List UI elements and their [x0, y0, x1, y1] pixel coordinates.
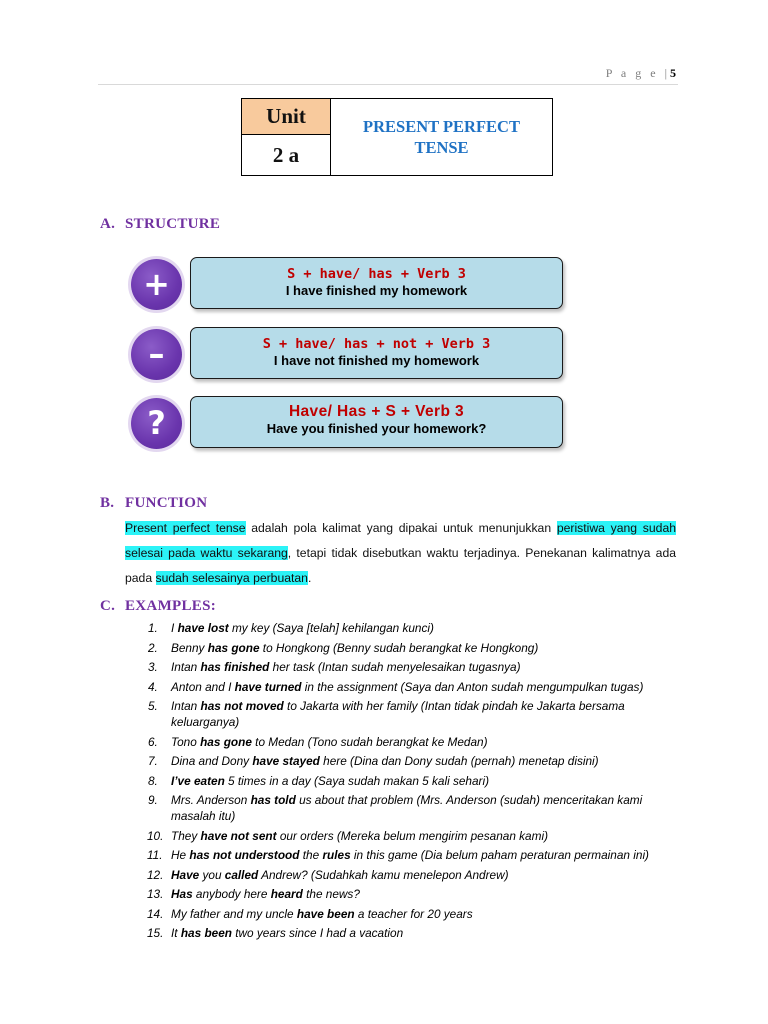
list-item [125, 886, 680, 902]
item-number: 8. [148, 773, 158, 788]
item-text: her task (Intan sudah menyelesaikan tugasnya) [269, 660, 521, 674]
section-letter: A. [100, 216, 116, 232]
verb-phrase: has been [180, 926, 232, 940]
verb-phrase: have stayed [252, 754, 320, 768]
verb-phrase: has not understood [189, 848, 300, 862]
page-number-label [606, 66, 676, 81]
unit-label: Unit [242, 99, 331, 135]
unit-number: 2 a [242, 135, 331, 176]
highlight-term: Present perfect tense [125, 521, 246, 535]
item-text: a teacher for 20 years [354, 906, 473, 921]
verb-phrase: Have [171, 867, 200, 882]
item-number: 5. [148, 699, 158, 713]
structure-box-question [190, 396, 563, 448]
item-text: in the assignment (Saya dan Anton sudah mengumpulkan tugas) [301, 679, 644, 694]
verb-phrase: has gone [200, 734, 252, 749]
structure-box-positive [190, 257, 563, 309]
item-text: to Hongkong (Benny sudah berangkat ke Hongkong) [259, 640, 539, 655]
page-number: 5 [670, 66, 676, 80]
list-item [125, 925, 680, 941]
item-text: to Medan (Tono sudah berangkat ke Medan) [251, 734, 488, 749]
question-symbol: ? [147, 404, 166, 442]
item-text: Anton and I [171, 679, 235, 694]
list-item [125, 792, 680, 824]
minus-symbol: – [148, 335, 165, 373]
item-text: 5 times in a day (Saya sudah makan 5 kali sehari) [224, 773, 490, 788]
list-item [125, 847, 680, 863]
function-text: adalah pola kalimat yang dipakai untuk menunjukkan [245, 521, 557, 535]
verb-phrase: I’ve eaten [171, 773, 225, 788]
structure-formula: Have/ Has + S + Verb 3 [288, 403, 465, 420]
section-heading-function [100, 495, 207, 512]
structure-box-negative [190, 327, 563, 379]
bold-word: called [224, 867, 259, 882]
section-letter: C. [100, 598, 116, 614]
structure-example: I have finished my homework [285, 283, 468, 298]
list-item [125, 698, 680, 730]
function-text: , tetapi tidak disebutkan waktu terjadinya. Penekanan kalimatnya ada pada [125, 546, 676, 585]
item-number: 2. [148, 640, 158, 655]
verb-phrase: have not sent [200, 828, 277, 843]
structure-row-question [131, 396, 563, 450]
unit-topic-title [331, 99, 553, 176]
list-item [125, 659, 680, 675]
item-text: He [171, 848, 190, 862]
list-item [125, 620, 680, 636]
section-letter: B. [100, 495, 115, 511]
item-text: My father and my uncle [171, 906, 297, 921]
item-text: Intan [171, 660, 201, 674]
item-text: in this game (Dia belum paham peraturan permainan ini) [350, 848, 649, 862]
list-item [125, 679, 680, 695]
item-text: my key (Saya [telah] kehilangan kunci) [228, 621, 434, 635]
item-number: 7. [148, 754, 158, 768]
list-item [125, 753, 680, 769]
bold-word: heard [270, 887, 303, 901]
list-item [125, 734, 680, 750]
verb-phrase: has told [250, 793, 296, 807]
item-text: I [171, 621, 178, 635]
list-item [125, 640, 680, 656]
item-number: 11. [147, 848, 163, 862]
question-icon [131, 398, 182, 449]
item-text: Tono [171, 734, 201, 749]
item-text: Mrs. Anderson [171, 793, 251, 807]
plus-symbol: + [143, 265, 170, 303]
item-number: 10. [147, 828, 164, 843]
page-header [98, 64, 678, 85]
list-item [125, 906, 680, 922]
list-item [125, 828, 680, 844]
verb-phrase: have been [296, 906, 355, 921]
item-number: 15. [147, 926, 164, 940]
item-text: Intan [171, 699, 201, 713]
list-item [125, 867, 680, 883]
plus-icon [131, 259, 182, 310]
minus-icon [131, 329, 182, 380]
highlight-emphasis: sudah selesainya perbuatan [155, 571, 308, 585]
verb-phrase: has gone [207, 640, 260, 655]
structure-row-positive [131, 257, 563, 311]
function-text: . [307, 571, 312, 585]
list-item [125, 773, 680, 789]
item-text: anybody here [192, 887, 271, 901]
item-text: our orders (Mereka belum mengirim pesanan kami) [276, 828, 548, 843]
section-heading-examples [100, 598, 216, 615]
item-text: two years since I had a vacation [231, 926, 404, 940]
item-number: 12. [147, 867, 164, 882]
item-text: Benny [171, 640, 208, 655]
unit-title-box [241, 98, 553, 176]
item-text: Andrew? (Sudahkah kamu menelepon Andrew) [258, 867, 509, 882]
item-text: to Jakarta with her family (Intan tidak pindah ke Jakarta bersama keluarganya) [171, 699, 625, 729]
item-text: the news? [302, 887, 360, 901]
structure-formula: S + have/ has + not + Verb 3 [262, 336, 491, 352]
unit-topic-line2: TENSE [414, 138, 469, 157]
page-label: P a g e | [605, 66, 670, 80]
item-number: 9. [148, 793, 158, 807]
item-text: you [199, 867, 225, 882]
verb-phrase: have turned [234, 679, 302, 694]
item-text: Dina and Dony [171, 754, 253, 768]
examples-list [125, 620, 680, 945]
structure-example: Have you finished your homework? [266, 421, 487, 436]
verb-phrase: has not moved [200, 699, 284, 713]
section-title: EXAMPLES: [125, 598, 217, 614]
verb-phrase: Has [171, 887, 193, 901]
item-text: It [171, 926, 181, 940]
verb-phrase: have lost [177, 621, 229, 635]
highlight-phrase: peristiwa yang sudah selesai pada waktu sekarang [125, 521, 676, 560]
item-number: 4. [148, 679, 158, 694]
verb-phrase: has finished [200, 660, 270, 674]
structure-formula: S + have/ has + Verb 3 [287, 266, 466, 282]
section-heading-structure [100, 216, 220, 233]
item-text: They [171, 828, 201, 843]
item-text: us about that problem (Mrs. Anderson (sudah) menceritakan kami masalah itu) [171, 793, 643, 823]
section-title: STRUCTURE [125, 216, 221, 232]
function-paragraph [125, 516, 676, 591]
item-number: 13. [147, 887, 164, 901]
item-number: 14. [147, 906, 164, 921]
unit-topic-line1: PRESENT PERFECT [363, 117, 520, 136]
section-title: FUNCTION [125, 495, 208, 511]
item-text: the [299, 848, 323, 862]
item-number: 3. [148, 660, 158, 674]
item-number: 6. [148, 734, 158, 749]
item-text: here (Dina dan Dony sudah (pernah) menetap disini) [319, 754, 599, 768]
bold-word: rules [322, 848, 351, 862]
structure-row-negative [131, 327, 563, 381]
item-number: 1. [148, 621, 158, 635]
structure-example: I have not finished my homework [273, 353, 480, 368]
